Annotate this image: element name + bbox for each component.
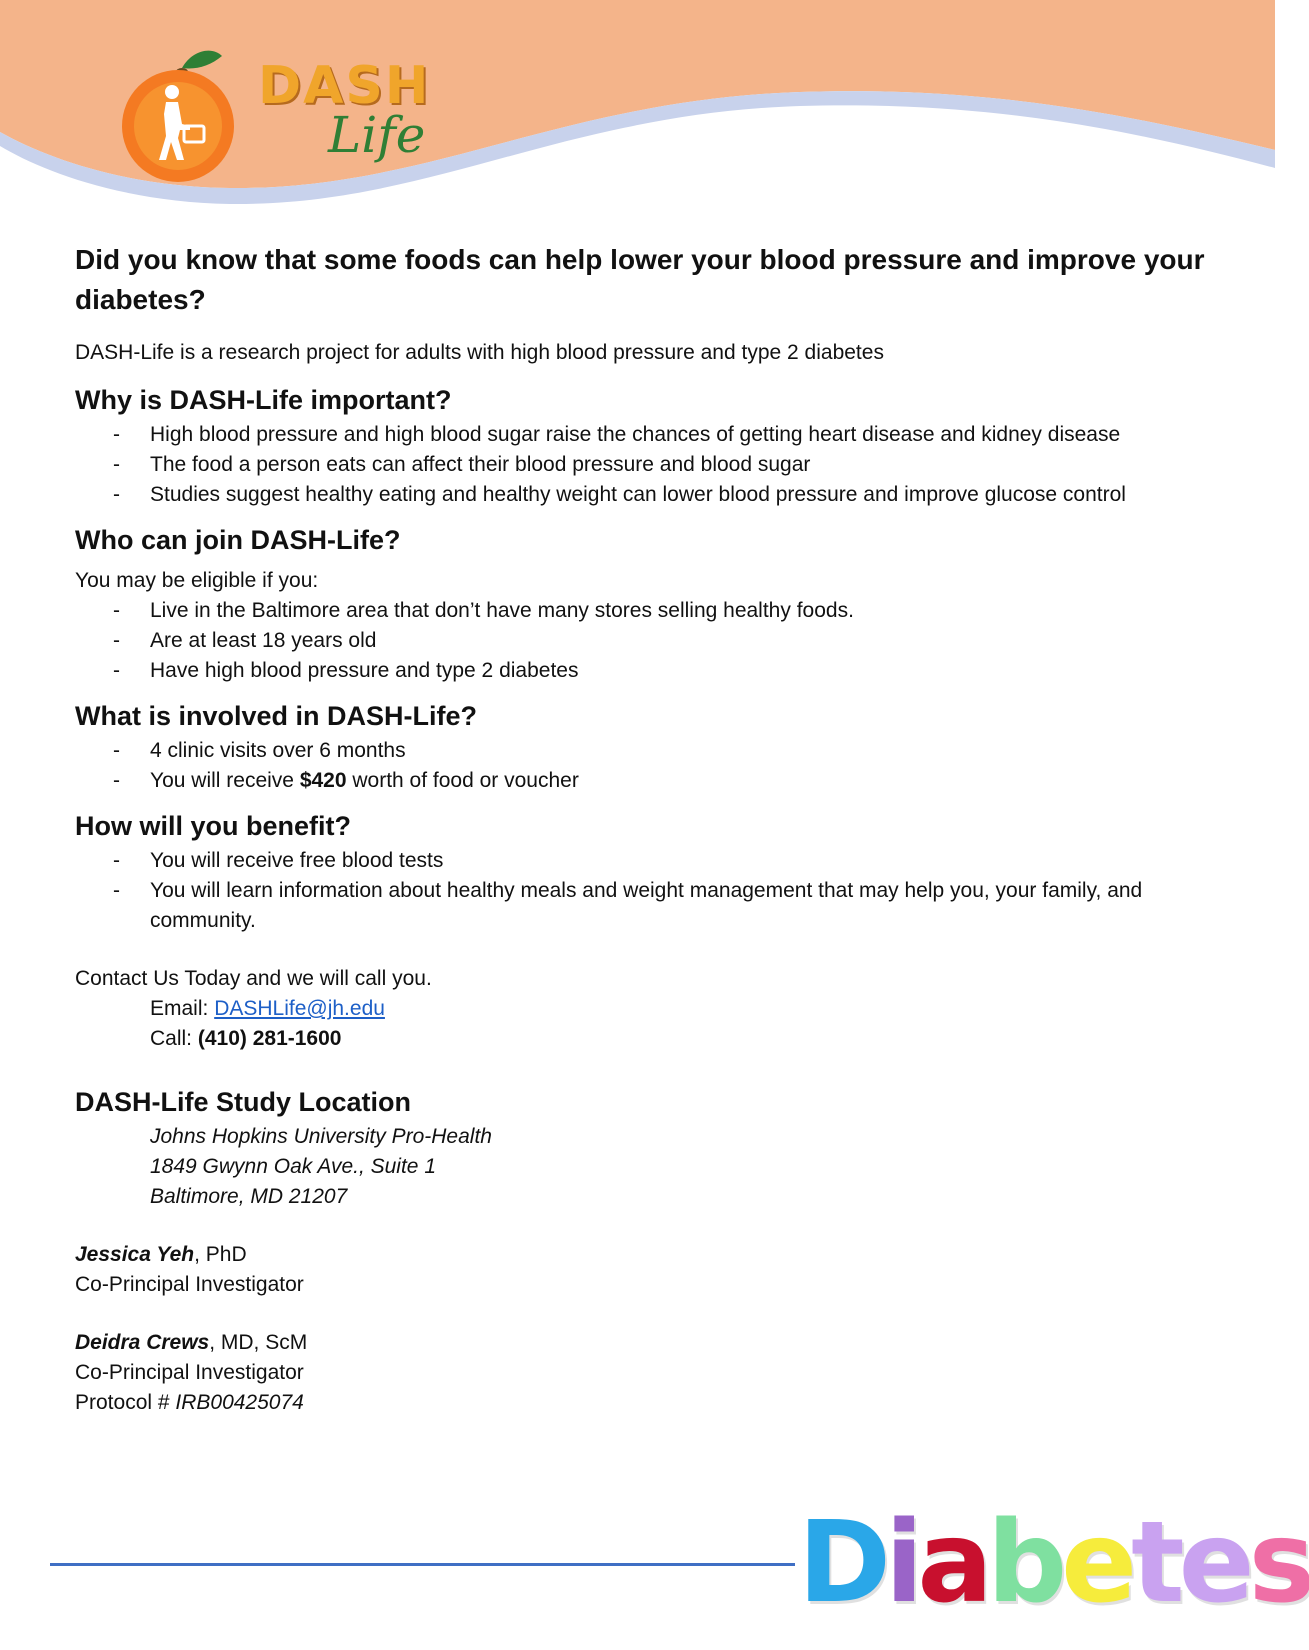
- investigator-name: Deidra Crews: [75, 1331, 210, 1354]
- investigator-degree: , MD, ScM: [209, 1331, 308, 1354]
- page-title: Did you know that some foods can help lower your blood pressure and improve your diabetes?: [75, 244, 1205, 315]
- protocol-label: Protocol #: [75, 1391, 176, 1414]
- diabetes-letter: a: [917, 1498, 987, 1628]
- section-heading-location: DASH-Life Study Location: [75, 1087, 411, 1117]
- list-item: - Are at least 18 years old: [75, 626, 1205, 656]
- diabetes-letter: e: [1178, 1498, 1249, 1628]
- protocol-id: IRB00425074: [175, 1391, 304, 1414]
- list-item: - 4 clinic visits over 6 months: [75, 736, 1205, 766]
- who-list: [75, 596, 1205, 686]
- footer-divider: [50, 1563, 795, 1566]
- diabetes-letter: b: [986, 1498, 1062, 1628]
- flyer-content: [75, 240, 1205, 1418]
- section-heading-benefit: How will you benefit?: [75, 811, 351, 841]
- call-label: Call:: [150, 1027, 198, 1050]
- investigator-2-role: Co-Principal Investigator: [75, 1361, 304, 1384]
- phone-number: (410) 281-1600: [197, 1027, 342, 1050]
- investigator-name: Jessica Yeh: [75, 1243, 195, 1266]
- intro-text: DASH-Life is a research project for adults with high blood pressure and type 2 diabetes: [75, 341, 884, 364]
- investigator-2-name: [75, 1328, 1205, 1358]
- section-heading-what: What is involved in DASH-Life?: [75, 701, 478, 731]
- email-link[interactable]: DASHLife@jh.edu: [214, 997, 385, 1020]
- what-list: [75, 736, 1205, 796]
- address-line-3: Baltimore, MD 21207: [150, 1185, 348, 1208]
- benefit-list: [75, 846, 1205, 936]
- address-line-1: Johns Hopkins University Pro-Health: [150, 1125, 492, 1148]
- list-item: - Live in the Baltimore area that don’t have many stores selling healthy foods.: [75, 596, 1205, 626]
- eligibility-lead: You may be eligible if you:: [75, 569, 319, 592]
- voucher-text-after: worth of food or voucher: [346, 769, 579, 792]
- section-heading-why: Why is DASH-Life important?: [75, 385, 452, 415]
- contact-email-line: [75, 994, 1205, 1024]
- header-banner: [0, 0, 1275, 215]
- dash-life-logo: [120, 42, 450, 182]
- section-heading-who: Who can join DASH-Life?: [75, 525, 401, 555]
- logo-word-life: Life: [328, 106, 426, 164]
- list-item: - You will learn information about healthy meals and weight management that may help you, your family, and community.: [75, 876, 1205, 936]
- list-item: - You will receive free blood tests: [75, 846, 1205, 876]
- list-item: - Studies suggest healthy eating and healthy weight can lower blood pressure and improve glucose control: [75, 480, 1205, 510]
- address-line-2: 1849 Gwynn Oak Ave., Suite 1: [150, 1155, 437, 1178]
- why-list: [75, 420, 1205, 510]
- list-item: - The food a person eats can affect their blood pressure and blood sugar: [75, 450, 1205, 480]
- diabetes-logo: [798, 1498, 1309, 1628]
- contact-phone-line: [75, 1024, 1205, 1054]
- diabetes-letter: D: [798, 1498, 885, 1628]
- list-item: - Have high blood pressure and type 2 diabetes: [75, 656, 1205, 686]
- investigator-1-role: Co-Principal Investigator: [75, 1273, 304, 1296]
- investigator-1-name: [75, 1240, 1205, 1270]
- orange-person-with-basket-icon: [120, 42, 240, 182]
- voucher-text-before: You will receive: [150, 769, 300, 792]
- email-label: Email:: [150, 997, 215, 1020]
- diabetes-letter: i: [884, 1498, 918, 1628]
- logo-word-dash: DASH: [258, 56, 431, 116]
- investigator-degree: , PhD: [194, 1243, 247, 1266]
- diabetes-letter: e: [1061, 1498, 1132, 1628]
- list-item: [75, 766, 1205, 796]
- contact-lead: Contact Us Today and we will call you.: [75, 967, 432, 990]
- diabetes-letter: s: [1248, 1498, 1309, 1628]
- voucher-amount: $420: [299, 769, 347, 792]
- protocol-number: [75, 1388, 1205, 1418]
- diabetes-letter: t: [1131, 1498, 1179, 1628]
- list-item: - High blood pressure and high blood sugar raise the chances of getting heart disease and kidney disease: [75, 420, 1205, 450]
